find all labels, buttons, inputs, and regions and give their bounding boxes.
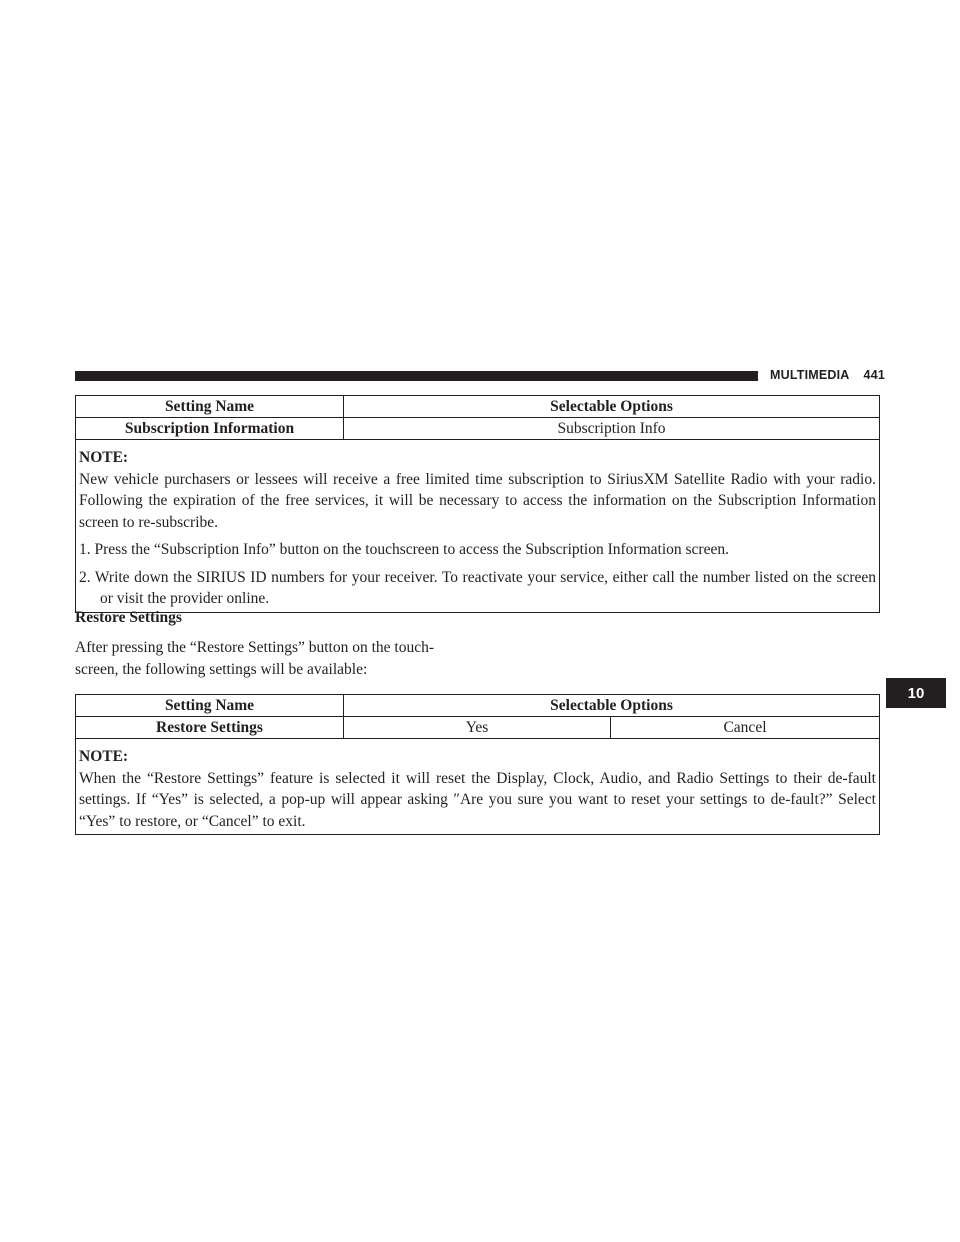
subscription-settings-table bbox=[75, 395, 880, 613]
page-number: 441 bbox=[863, 368, 886, 382]
note-block bbox=[76, 440, 879, 612]
note-label: NOTE: bbox=[79, 748, 129, 765]
section-title: MULTIMEDIA bbox=[770, 368, 850, 382]
restore-settings-table bbox=[75, 694, 880, 835]
option-yes-cell: Yes bbox=[344, 717, 611, 738]
option-cancel-cell: Cancel bbox=[723, 719, 767, 736]
setting-name-cell: Restore Settings bbox=[76, 717, 344, 738]
table-header-row bbox=[76, 396, 879, 418]
section-heading: Restore Settings bbox=[75, 609, 182, 626]
setting-name-cell: Subscription Information bbox=[76, 418, 344, 439]
note-block bbox=[76, 739, 879, 834]
note-text: When the “Restore Settings” feature is selected it will reset the Display, Clock, Audio, and Radio Settings to their de-fault settings. If “Yes” is selected, a pop-up will appear asking ″Are you sure you want to reset your settings to de-fault?” Select “Yes” to restore, or “Cancel” to exit. bbox=[79, 769, 876, 830]
table-header-row bbox=[76, 695, 879, 717]
column-header-selectable-options: Selectable Options bbox=[550, 398, 673, 415]
running-header bbox=[770, 368, 885, 382]
list-item: 1. Press the “Subscription Info” button on the touchscreen to access the Subscription Information screen. bbox=[79, 541, 729, 558]
option-cell: Subscription Info bbox=[557, 420, 666, 437]
step-list bbox=[79, 539, 876, 610]
table-row bbox=[76, 418, 879, 440]
header-rule bbox=[75, 371, 758, 381]
chapter-tab: 10 bbox=[886, 678, 946, 708]
column-header-setting-name: Setting Name bbox=[76, 396, 344, 417]
list-item: 2. Write down the SIRIUS ID numbers for your receiver. To reactivate your service, either call the number listed on the screen or visit the provider online. bbox=[79, 568, 876, 607]
column-header-selectable-options: Selectable Options bbox=[550, 697, 673, 714]
note-text: New vehicle purchasers or lessees will receive a free limited time subscription to SiriusXM Satellite Radio with your radio. Following the expiration of the free services, it will be necessary to access the information on the Subscription Information screen to re-subscribe. bbox=[79, 470, 876, 531]
column-header-setting-name: Setting Name bbox=[76, 695, 344, 716]
note-label: NOTE: bbox=[79, 449, 129, 466]
body-paragraph: After pressing the “Restore Settings” button on the touch-screen, the following settings will be available: bbox=[75, 639, 435, 678]
table-row bbox=[76, 717, 879, 739]
